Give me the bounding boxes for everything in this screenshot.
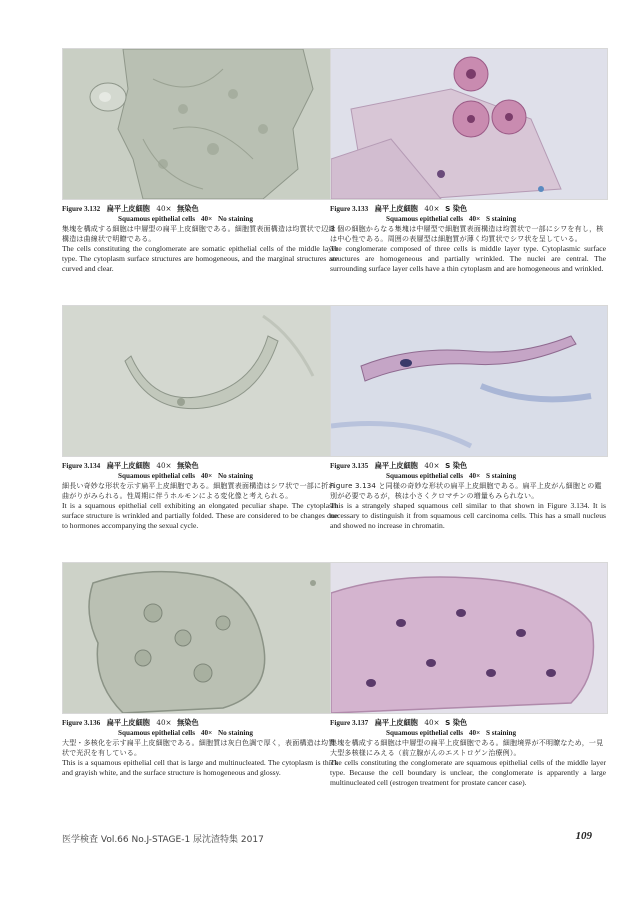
magnification: 40×: [424, 204, 440, 213]
micrograph-image: [62, 305, 340, 457]
figure-number: Figure 3.133: [330, 205, 369, 213]
title-en: Squamous epithelial cells: [118, 215, 196, 223]
magnification: 40×: [200, 729, 213, 737]
figure-number: Figure 3.134: [62, 462, 101, 470]
caption-jp: 集塊を構成する細胞は中層型の扁平上皮細胞である。細胞境界が不明瞭なため，一見大型多核様にみえる（前立腺がんのエストロゲン治療例）。: [330, 739, 604, 757]
magnification: 40×: [200, 215, 213, 223]
caption-en: The cells constituting the conglomerate are squamous epithelial cells of the middle layer type. Because the cell boundary is unclear, the conglomerate is apparently a large multinucleated cell (estrogen treatment for prostate cancer case).: [330, 758, 606, 787]
page-number: 109: [575, 830, 592, 842]
magnification: 40×: [156, 204, 172, 213]
micrograph-image: [62, 562, 340, 714]
stain-jp: 無染色: [177, 204, 199, 213]
figure-3-137: [330, 562, 606, 788]
title-en: Squamous epithelial cells: [118, 729, 196, 737]
micrograph-image: [330, 48, 608, 200]
stain-en: S staining: [485, 215, 517, 223]
caption-jp: Figure 3.134 と同様の奇妙な形状の扁平上皮細胞である。扁平上皮がん細胞との鑑別が必要であるが，核は小さくクロマチンの増量もみられない。: [330, 482, 602, 500]
caption-jp: 集塊を構成する細胞は中層型の扁平上皮細胞である。細胞質表面構造は均質状で辺縁構造は曲線状で明瞭である。: [62, 225, 336, 243]
magnification: 40×: [156, 718, 172, 727]
title-jp: 扁平上皮細胞: [374, 718, 418, 727]
caption-en: It is a squamous epithelial cell exhibiting an elongated peculiar shape. The cytoplasm surface structure is wrinkled and partially folded. These are considered to be changes due to hormones accompanying the sexual cycle.: [62, 501, 338, 530]
magnification: 40×: [424, 718, 440, 727]
title-jp: 扁平上皮細胞: [374, 461, 418, 470]
caption-en: The cells constituting the conglomerate are somatic epithelial cells of the middle layer type. The cytoplasm surface structures are homogeneous, and the marginal structures are curved and clear.: [62, 244, 338, 273]
caption-en: This is a squamous epithelial cell that is large and multinucleated. The cytoplasm is thick and grayish white, and the surface structure is homogeneous and glossy.: [62, 758, 338, 777]
stain-jp: 無染色: [177, 461, 199, 470]
micrograph-image: [330, 305, 608, 457]
title-jp: 扁平上皮細胞: [106, 718, 150, 727]
caption-jp: 3 個の細胞からなる集塊は中層型で細胞質表面構造は均質状で一部にシワを有し，核は中心性である。周囲の表層型は細胞質が薄く均質状でシワ状を呈している。: [330, 225, 604, 243]
caption-jp: 細長い奇妙な形状を示す扁平上皮細胞である。細胞質表面構造はシワ状で一部に折れ曲がりがみられる。性周期に伴うホルモンによる変化像と考えられる。: [62, 482, 336, 500]
stain-en: No staining: [217, 215, 253, 223]
caption-jp: 大型・多核化を示す扁平上皮細胞である。細胞質は灰白色調で厚く，表面構造は均質状で光沢を有している。: [62, 739, 336, 757]
stain-jp: S 染色: [445, 718, 468, 727]
figure-number: Figure 3.132: [62, 205, 101, 213]
figure-3-132: [62, 48, 338, 274]
title-en: Squamous epithelial cells: [386, 729, 464, 737]
caption-en: The conglomerate composed of three cells is middle layer type. Cytoplasmic surface structures are homogeneous and partially wrinkled. The nuclei are central. The surrounding surface layer cells have a thin cytoplasm and are homogeneous and wrinkled.: [330, 244, 606, 273]
figure-3-136: [62, 562, 338, 778]
title-jp: 扁平上皮細胞: [106, 204, 150, 213]
magnification: 40×: [468, 215, 481, 223]
magnification: 40×: [156, 461, 172, 470]
figure-number: Figure 3.136: [62, 719, 101, 727]
figure-3-134: [62, 305, 338, 531]
stain-en: No staining: [217, 472, 253, 480]
stain-jp: S 染色: [445, 204, 468, 213]
title-en: Squamous epithelial cells: [386, 215, 464, 223]
title-jp: 扁平上皮細胞: [106, 461, 150, 470]
title-jp: 扁平上皮細胞: [374, 204, 418, 213]
magnification: 40×: [424, 461, 440, 470]
stain-en: No staining: [217, 729, 253, 737]
stain-en: S staining: [485, 729, 517, 737]
stain-jp: 無染色: [177, 718, 199, 727]
figure-number: Figure 3.135: [330, 462, 369, 470]
stain-en: S staining: [485, 472, 517, 480]
caption-en: This is a strangely shaped squamous cell similar to that shown in Figure 3.134. It is necessary to distinguish it from squamous cell carcinoma cells. This has a small nucleus and showed no increase in chromatin.: [330, 501, 606, 530]
title-en: Squamous epithelial cells: [118, 472, 196, 480]
micrograph-image: [330, 562, 608, 714]
journal-footer: 医学検査 Vol.66 No.J-STAGE-1 尿沈渣特集 2017: [62, 835, 264, 845]
figure-3-133: [330, 48, 606, 274]
figure-number: Figure 3.137: [330, 719, 369, 727]
magnification: 40×: [468, 472, 481, 480]
micrograph-image: [62, 48, 340, 200]
magnification: 40×: [468, 729, 481, 737]
stain-jp: S 染色: [445, 461, 468, 470]
magnification: 40×: [200, 472, 213, 480]
figure-3-135: [330, 305, 606, 531]
title-en: Squamous epithelial cells: [386, 472, 464, 480]
